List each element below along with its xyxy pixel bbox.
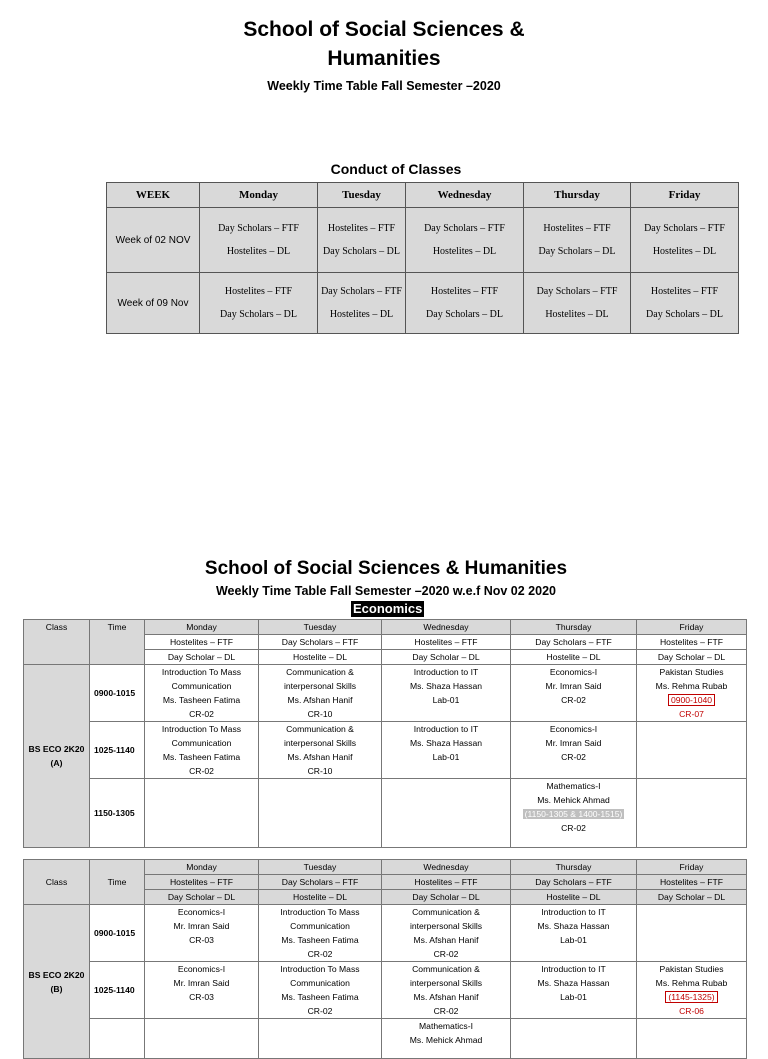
mode-line: Hostelites – FTF	[650, 286, 719, 297]
course-line: Introduction to IT	[413, 667, 479, 677]
course-cell	[637, 1019, 747, 1059]
class-name: BS ECO 2K20	[28, 744, 85, 754]
conduct-cell	[406, 208, 524, 273]
course-line: Economics-I	[549, 667, 598, 677]
time-slot: 0900-1015	[90, 905, 145, 962]
mode-line: Day Scholars – DL	[646, 309, 723, 320]
course-cell	[637, 962, 747, 1019]
table-row	[24, 1019, 747, 1059]
mode-line: Hostelites – FTF	[224, 286, 293, 297]
course-line: interpersonal Skills	[283, 738, 357, 748]
mode-cell: Hostelites – FTF	[382, 875, 511, 890]
class-section: (A)	[50, 758, 63, 768]
course-cell	[382, 962, 511, 1019]
course-cell	[637, 722, 747, 779]
course-line: interpersonal Skills	[283, 681, 357, 691]
course-line: Ms. Rehma Rubab	[655, 978, 728, 988]
course-line: Communication	[171, 738, 232, 748]
mode-cell: Hostelite – DL	[511, 890, 637, 905]
course-line: Communication &	[412, 964, 480, 974]
course-line: Ms. Shaza Hassan	[409, 738, 483, 748]
day-header: Monday	[145, 620, 259, 635]
time-slot: 1150-1305	[90, 779, 145, 848]
course-line: Ms. Shaza Hassan	[537, 921, 610, 931]
course-line: Lab-01	[560, 992, 587, 1002]
class-cell-b	[24, 905, 90, 1059]
course-cell	[637, 665, 747, 722]
course-cell	[145, 779, 259, 848]
timetable	[23, 619, 747, 1059]
course-cell	[259, 905, 382, 962]
course-line: interpersonal Skills	[409, 921, 483, 931]
class-cell-a	[24, 665, 90, 848]
course-line: Mr. Imran Said	[173, 921, 230, 931]
course-cell	[382, 779, 511, 848]
course-line: Mathematics-I	[419, 1021, 473, 1031]
mode-cell: Hostelites – FTF	[145, 875, 259, 890]
wednesday-header: Wednesday	[406, 183, 524, 208]
course-line: Ms. Shaza Hassan	[409, 681, 483, 691]
class-section: (B)	[50, 983, 63, 994]
course-line: Communication	[290, 978, 350, 988]
mode-cell: Day Scholars – FTF	[259, 875, 382, 890]
course-cell	[382, 1019, 511, 1059]
course-line: Ms. Afshan Hanif	[287, 752, 353, 762]
mode-cell: Day Scholar – DL	[382, 890, 511, 905]
course-line: Communication	[171, 681, 232, 691]
day-header: Tuesday	[259, 860, 382, 875]
course-line: Ms. Afshan Hanif	[287, 695, 353, 705]
mode-cell: Day Scholars – FTF	[511, 635, 637, 650]
mode-cell: Day Scholars – FTF	[511, 875, 637, 890]
course-cell	[382, 905, 511, 962]
course-cell	[145, 722, 259, 779]
course-line: Economics-I	[177, 907, 226, 917]
timetable-subtitle: Weekly Time Table Fall Semester –2020 w.e.f Nov 02 2020	[215, 584, 556, 598]
mode-line: Day Scholars – FTF	[424, 223, 505, 234]
course-line: Communication &	[286, 724, 354, 734]
mode-line: Day Scholars – FTF	[644, 223, 725, 234]
course-cell	[145, 1019, 259, 1059]
conduct-cell	[524, 208, 631, 273]
mode-line: Hostelites – FTF	[543, 223, 611, 234]
course-line: Ms. Shaza Hassan	[537, 978, 610, 988]
course-line: Pakistan Studies	[659, 667, 724, 677]
week-label: Week of 09 Nov	[107, 273, 200, 334]
tuesday-header: Tuesday	[318, 183, 406, 208]
conduct-cell	[318, 273, 406, 334]
table-row	[24, 779, 747, 848]
course-cell	[259, 665, 382, 722]
course-line: CR-02	[561, 752, 586, 762]
conduct-cell	[318, 208, 406, 273]
course-cell	[382, 722, 511, 779]
mode-cell: Hostelites – FTF	[637, 875, 747, 890]
class-name: BS ECO 2K20	[28, 969, 85, 980]
time-slot: 1025-1140	[90, 722, 145, 779]
course-cell	[511, 905, 637, 962]
course-line: CR-02	[561, 695, 586, 705]
page-title-line1: School of Social Sciences &	[243, 18, 525, 41]
course-line: CR-02	[307, 949, 333, 959]
mode-line: Hostelites – FTF	[430, 286, 499, 297]
day-header: Monday	[145, 860, 259, 875]
special-time: (1150-1305 & 1400-1515)	[524, 809, 623, 819]
conduct-heading: Conduct of Classes	[330, 161, 462, 177]
mode-cell: Hostelite – DL	[511, 650, 637, 665]
page-subtitle: Weekly Time Table Fall Semester –2020	[267, 79, 501, 93]
course-line: Mr. Imran Said	[173, 978, 230, 988]
course-cell	[637, 779, 747, 848]
course-line: CR-02	[433, 1006, 459, 1016]
mode-cell: Day Scholar – DL	[145, 650, 259, 665]
course-cell	[145, 905, 259, 962]
course-cell	[259, 1019, 382, 1059]
mode-line: Day Scholars – FTF	[218, 223, 299, 234]
course-line: CR-02	[189, 709, 214, 719]
course-line: Introduction To Mass	[161, 667, 242, 677]
course-line: Mr. Imran Said	[545, 681, 602, 691]
mode-line: Hostelites – DL	[226, 246, 291, 257]
course-line: Lab-01	[560, 935, 587, 945]
room-label: CR-07	[679, 709, 704, 719]
course-line: Mathematics-I	[546, 781, 601, 791]
course-line: Communication &	[286, 667, 354, 677]
timetable-title: School of Social Sciences & Humanities	[204, 558, 568, 579]
time-header: Time	[90, 860, 145, 905]
conduct-cell	[200, 273, 318, 334]
monday-header: Monday	[200, 183, 318, 208]
conduct-of-classes-table	[106, 182, 739, 334]
mode-cell: Hostelites – FTF	[382, 635, 511, 650]
course-cell	[511, 1019, 637, 1059]
day-header-row	[24, 860, 747, 875]
time-header: Time	[90, 620, 145, 665]
course-line: Introduction to IT	[541, 907, 606, 917]
time-slot: 0900-1015	[90, 665, 145, 722]
table-row	[24, 962, 747, 1019]
day-header: Wednesday	[382, 620, 511, 635]
course-cell	[511, 665, 637, 722]
conduct-cell	[631, 273, 739, 334]
mode-cell: Day Scholars – FTF	[259, 635, 382, 650]
course-line: CR-10	[307, 766, 333, 776]
mode-line: Day Scholars – FTF	[321, 286, 402, 297]
course-line: CR-02	[561, 823, 586, 833]
mode-line: Hostelites – FTF	[327, 223, 396, 234]
course-line: Ms. Tasheen Fatima	[162, 752, 241, 762]
special-time: (1145-1325)	[665, 991, 717, 1003]
course-line: Introduction To Mass	[280, 907, 360, 917]
course-cell	[145, 962, 259, 1019]
course-cell	[511, 722, 637, 779]
course-cell	[145, 665, 259, 722]
mode-line: Day Scholars – DL	[323, 246, 400, 257]
course-line: Pakistan Studies	[659, 964, 724, 974]
course-cell	[382, 665, 511, 722]
course-line: CR-03	[189, 992, 214, 1002]
page-title-line2: Humanities	[327, 47, 441, 70]
week-header: WEEK	[107, 183, 200, 208]
course-line: interpersonal Skills	[409, 978, 483, 988]
course-line: Introduction to IT	[541, 964, 606, 974]
course-cell	[259, 962, 382, 1019]
week-label: Week of 02 NOV	[107, 208, 200, 273]
section-spacer	[24, 848, 747, 860]
course-line: Mr. Imran Said	[545, 738, 602, 748]
mode-line: Day Scholars – DL	[426, 309, 503, 320]
course-line: Introduction To Mass	[280, 964, 360, 974]
department-label: Economics	[353, 601, 423, 616]
course-line: Ms. Rehma Rubab	[655, 681, 728, 691]
course-cell	[259, 779, 382, 848]
day-header: Thursday	[511, 860, 637, 875]
day-header: Wednesday	[382, 860, 511, 875]
conduct-cell	[406, 273, 524, 334]
class-header: Class	[24, 620, 90, 665]
course-line: Ms. Tasheen Fatima	[281, 992, 359, 1002]
course-line: Introduction to IT	[413, 724, 479, 734]
mode-cell: Hostelite – DL	[259, 650, 382, 665]
thursday-header: Thursday	[524, 183, 631, 208]
course-line: Communication &	[412, 907, 480, 917]
friday-header: Friday	[631, 183, 739, 208]
class-header: Class	[24, 860, 90, 905]
course-line: Lab-01	[432, 695, 460, 705]
day-header-row	[24, 620, 747, 635]
course-cell	[637, 905, 747, 962]
course-cell	[511, 779, 637, 848]
conduct-cell	[524, 273, 631, 334]
course-line: Ms. Mehick Ahmad	[537, 795, 610, 805]
course-cell	[259, 722, 382, 779]
course-line: Introduction To Mass	[161, 724, 242, 734]
mode-line: Hostelites – DL	[545, 309, 609, 320]
course-line: Ms. Afshan Hanif	[413, 935, 479, 945]
mode-line: Day Scholars – DL	[220, 309, 297, 320]
mode-cell: Day Scholar – DL	[637, 890, 747, 905]
table-row	[24, 722, 747, 779]
mode-cell: Hostelites – FTF	[637, 635, 747, 650]
mode-line: Hostelites – DL	[432, 246, 497, 257]
course-line: CR-03	[189, 935, 214, 945]
table-row	[24, 905, 747, 962]
conduct-cell	[631, 208, 739, 273]
mode-line: Day Scholars – DL	[538, 246, 616, 257]
mode-cell: Hostelite – DL	[259, 890, 382, 905]
mode-cell: Day Scholar – DL	[145, 890, 259, 905]
day-header: Friday	[637, 860, 747, 875]
course-line: CR-02	[433, 949, 459, 959]
course-line: Ms. Mehick Ahmad	[409, 1035, 483, 1045]
table-row	[24, 665, 747, 722]
mode-line: Hostelites – DL	[652, 246, 717, 257]
conduct-cell	[200, 208, 318, 273]
day-header: Tuesday	[259, 620, 382, 635]
conduct-row-week1	[107, 208, 739, 273]
conduct-row-week2	[107, 273, 739, 334]
course-line: Ms. Tasheen Fatima	[162, 695, 241, 705]
course-line: Ms. Afshan Hanif	[413, 992, 479, 1002]
course-line: CR-10	[307, 709, 333, 719]
mode-cell: Day Scholar – DL	[382, 650, 511, 665]
room-label: CR-06	[679, 1006, 704, 1016]
course-line: CR-02	[189, 766, 214, 776]
mode-cell: Hostelites – FTF	[145, 635, 259, 650]
day-header: Friday	[637, 620, 747, 635]
course-line: CR-02	[307, 1006, 333, 1016]
time-slot	[90, 1019, 145, 1059]
course-line: Economics-I	[177, 964, 226, 974]
day-header: Thursday	[511, 620, 637, 635]
mode-line: Day Scholars – FTF	[536, 286, 618, 297]
conduct-header-row	[107, 183, 739, 208]
course-line: Economics-I	[549, 724, 598, 734]
course-line: Lab-01	[432, 752, 460, 762]
course-cell	[511, 962, 637, 1019]
mode-line: Hostelites – DL	[329, 309, 394, 320]
course-line: Ms. Tasheen Fatima	[281, 935, 359, 945]
special-time: 0900-1040	[668, 694, 715, 706]
course-line: Communication	[290, 921, 350, 931]
mode-cell: Day Scholar – DL	[637, 650, 747, 665]
time-slot: 1025-1140	[90, 962, 145, 1019]
